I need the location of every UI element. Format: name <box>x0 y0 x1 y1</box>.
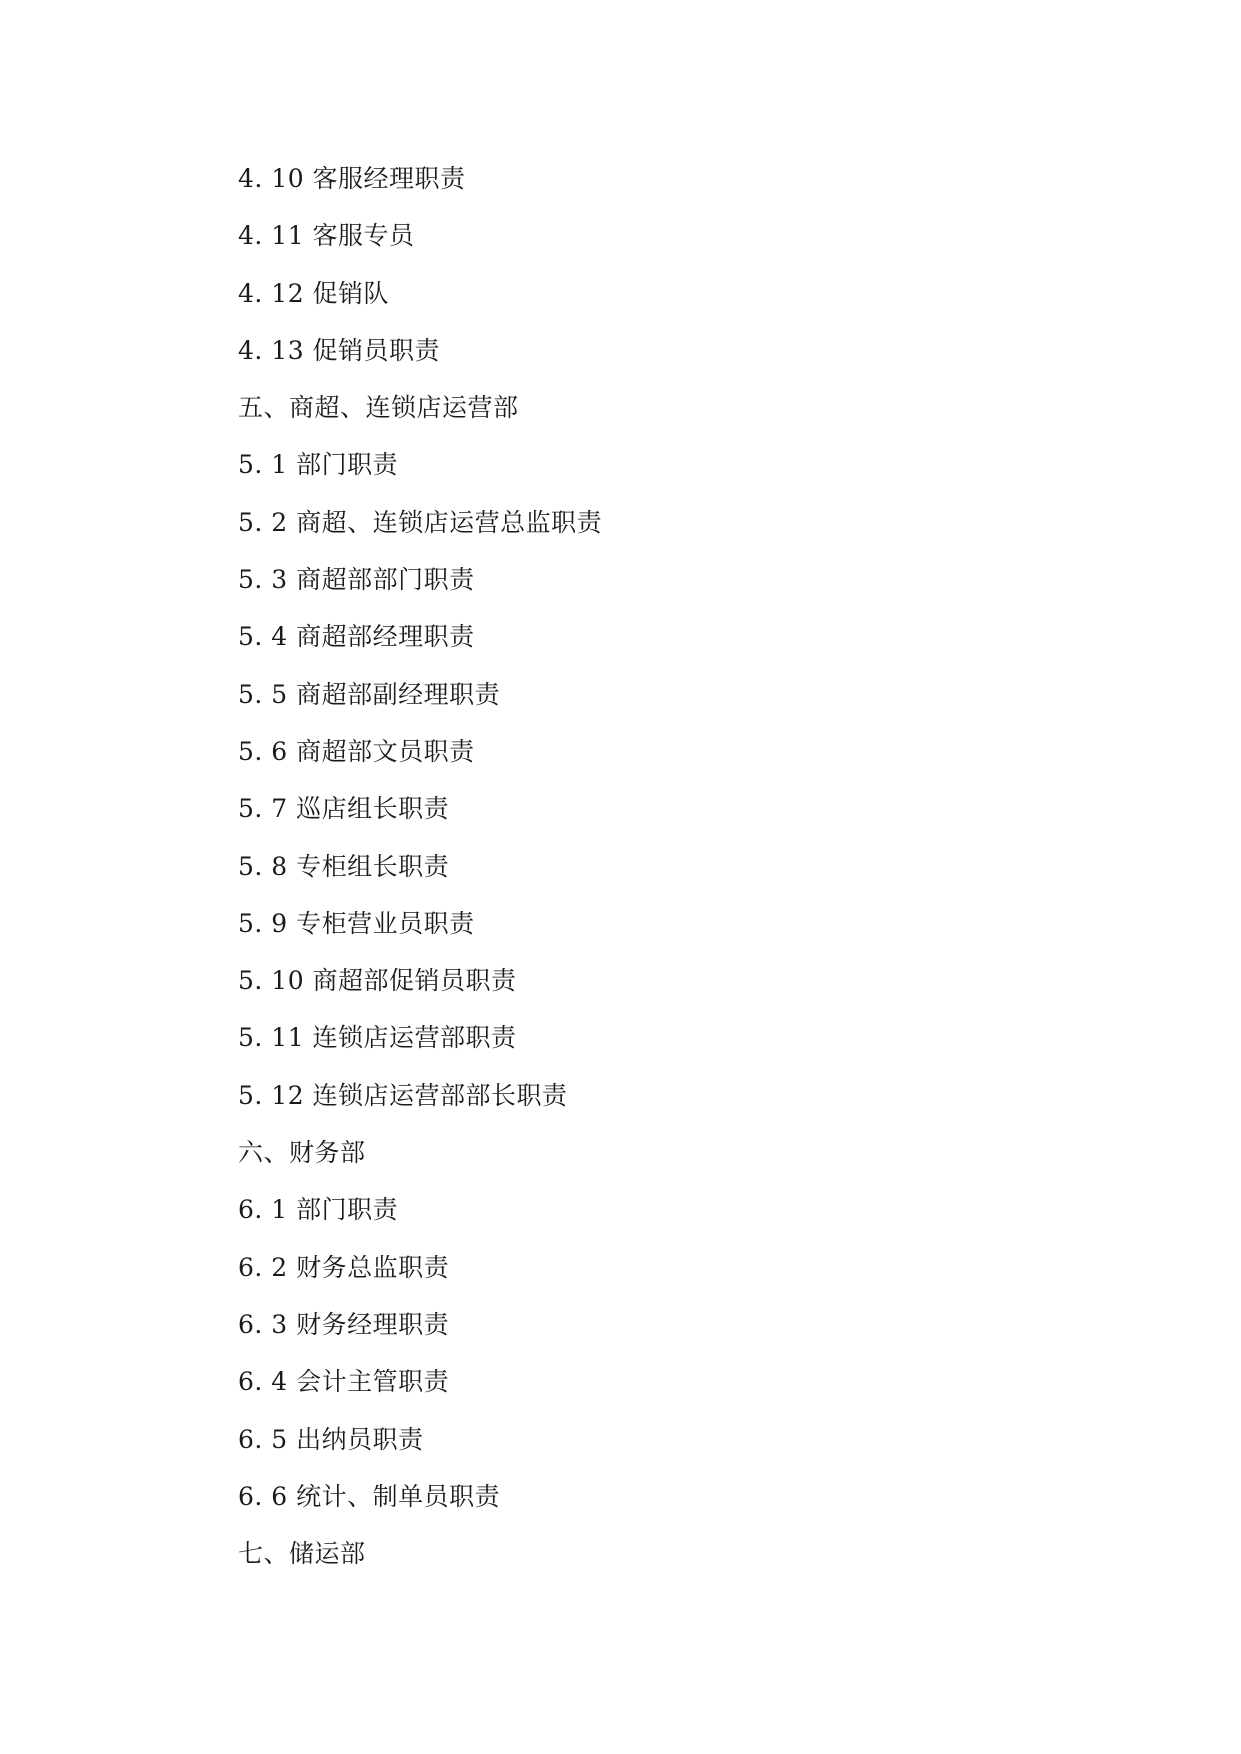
toc-item-5-5: 5. 5 商超部副经理职责 <box>238 679 501 709</box>
toc-section-5-heading: 五、商超、连锁店运营部 <box>238 393 519 423</box>
toc-item-5-4: 5. 4 商超部经理职责 <box>238 622 475 652</box>
toc-item-6-6: 6. 6 统计、制单员职责 <box>238 1481 501 1511</box>
toc-item-4-10: 4. 10 客服经理职责 <box>238 164 466 193</box>
toc-section-7-heading: 七、储运部 <box>238 1539 366 1569</box>
toc-item-5-3: 5. 3 商超部部门职责 <box>238 565 475 595</box>
toc-item-6-4: 6. 4 会计主管职责 <box>238 1367 450 1397</box>
toc-item-5-1: 5. 1 部门职责 <box>238 450 399 480</box>
toc-item-5-10: 5. 10 商超部促销员职责 <box>238 966 517 996</box>
toc-item-5-6: 5. 6 商超部文员职责 <box>238 736 475 766</box>
toc-section-6-heading: 六、财务部 <box>238 1138 366 1168</box>
toc-item-6-2: 6. 2 财务总监职责 <box>238 1252 450 1282</box>
toc-item-5-9: 5. 9 专柜营业员职责 <box>238 908 475 938</box>
toc-item-4-13: 4. 13 促销员职责 <box>238 335 441 365</box>
table-of-contents <box>238 150 602 1582</box>
toc-item-6-3: 6. 3 财务经理职责 <box>238 1309 450 1339</box>
toc-item-5-12: 5. 12 连锁店运营部部长职责 <box>238 1080 568 1110</box>
toc-item-5-8: 5. 8 专柜组长职责 <box>238 851 450 881</box>
toc-item-6-1: 6. 1 部门职责 <box>238 1195 399 1225</box>
toc-item-4-12: 4. 12 促销队 <box>238 278 390 308</box>
toc-item-5-2: 5. 2 商超、连锁店运营总监职责 <box>238 507 603 537</box>
toc-item-5-7: 5. 7 巡店组长职责 <box>238 794 450 824</box>
toc-item-5-11: 5. 11 连锁店运营部职责 <box>238 1023 517 1053</box>
toc-item-4-11: 4. 11 客服专员 <box>238 221 415 251</box>
toc-item-6-5: 6. 5 出纳员职责 <box>238 1424 424 1454</box>
